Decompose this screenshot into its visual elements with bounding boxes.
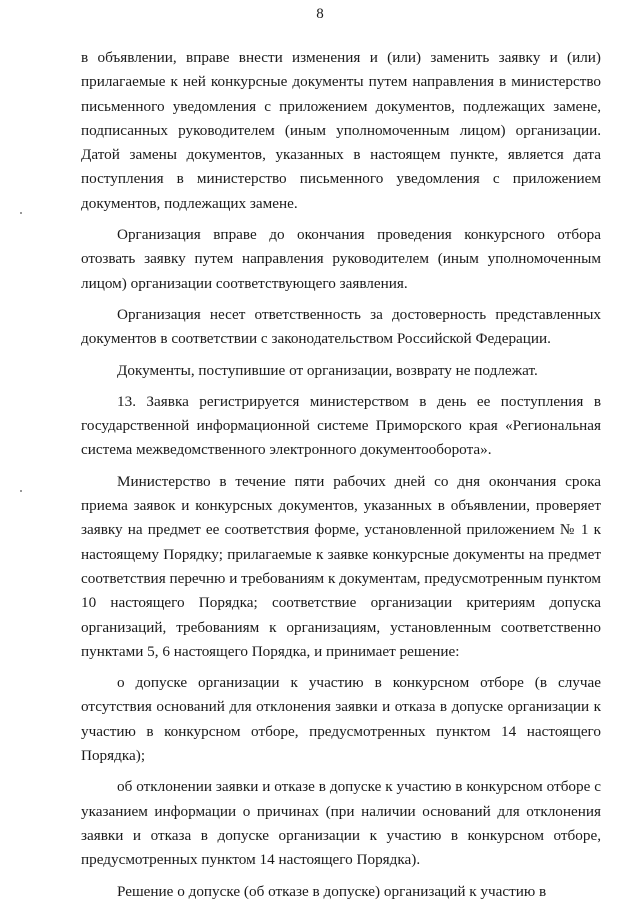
paragraph: о допуске организации к участию в конкурсном отборе (в случае отсутствия оснований для отклонения заявки и отказа в допуске организации к участию в конкурсном отборе, предусмотренных пунктом 14 настоящего Порядка); (81, 674, 601, 765)
paragraph: в объявлении, вправе внести изменения и (или) заменить заявку и (или) прилагаемые к ней конкурсные документы путем направления в министерство письменного уведомления с приложением документов, подлежащих замене, подписанных руководителем (иным уполномоченным лицом) организации. Датой замены документов, указанных в настоящем пункте, является дата поступления в министерство письменного уведомления с приложением документов, подлежащих замене. (81, 49, 601, 212)
document-body (81, 46, 601, 904)
paragraph: об отклонении заявки и отказе в допуске к участию в конкурсном отборе с указанием информации о причинах (при наличии оснований для отклонения заявки и отказа в допуске организации к участию в конкурсном отборе, предусмотренных пунктом 14 настоящего Порядка). (81, 778, 601, 869)
paragraph: Министерство в течение пяти рабочих дней со дня окончания срока приема заявок и конкурсных документов, указанных в объявлении, проверяет заявку на предмет ее соответствия форме, установленной приложением № 1 к настоящему Порядку; прилагаемые к заявке конкурсные документы на предмет соответствия перечню и требованиям к документам, предусмотренным пунктом 10 настоящего Порядка; соответствие организации критериям допуска организаций, требованиям к организациям, установленным соответственно пунктами 5, 6 настоящего Порядка, и принимает решение: (81, 472, 601, 660)
paragraph: Решение о допуске (об отказе в допуске) организаций к участию в (117, 882, 547, 900)
paragraph: 13. Заявка регистрируется министерством в день ее поступления в государственной информационной системе Приморского края «Региональная система межведомственного электронного документооборота». (81, 392, 601, 459)
paragraph: Организация несет ответственность за достоверность представленных документов в соответствии с законодательством Российской Федерации. (81, 305, 601, 348)
paragraph: Документы, поступившие от организации, возврату не подлежат. (117, 361, 538, 379)
margin-mark (20, 490, 22, 492)
margin-mark (20, 212, 22, 214)
paragraph: Организация вправе до окончания проведения конкурсного отбора отозвать заявку путем направления руководителем (иным уполномоченным лицом) организации соответствующего заявления. (81, 226, 601, 292)
page-number: 8 (316, 6, 324, 22)
